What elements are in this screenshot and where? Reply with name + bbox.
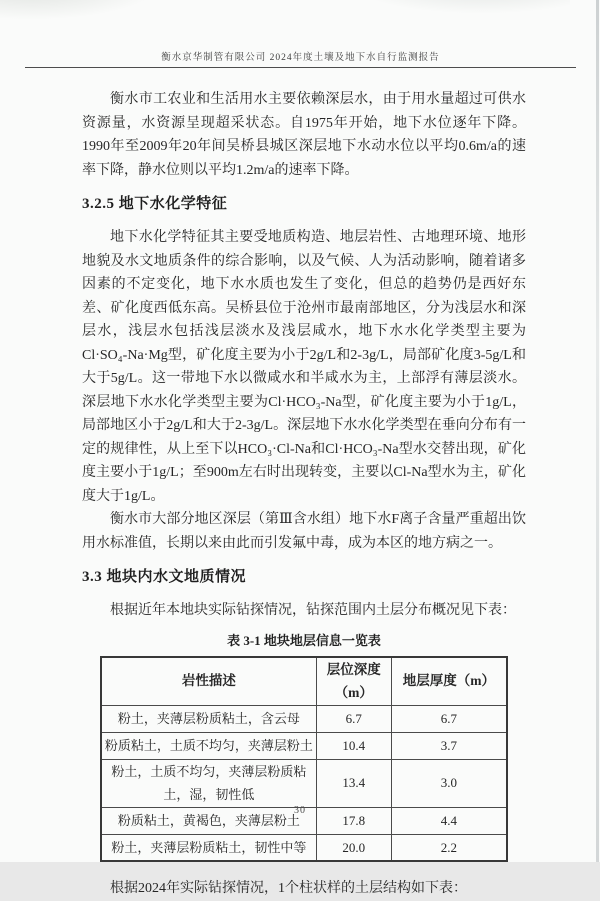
cell-lithology: 粉土，夹薄层粉质粘土，含云母 xyxy=(101,705,316,732)
stratum-info-table xyxy=(100,656,508,863)
table-header-row xyxy=(101,657,507,706)
page-number: 30 xyxy=(294,805,306,816)
cell-depth: 13.4 xyxy=(316,759,391,807)
table-caption: 表 3-1 地块地层信息一览表 xyxy=(227,632,381,648)
cell-depth: 17.8 xyxy=(316,807,391,834)
scan-artifact-top-right xyxy=(350,0,570,14)
cell-lithology: 粉土，土质不均匀，夹薄层粉质粘土，湿，韧性低 xyxy=(101,759,316,807)
cell-thickness: 3.0 xyxy=(391,759,507,807)
cell-depth: 10.4 xyxy=(316,732,391,759)
cell-thickness: 3.7 xyxy=(391,732,507,759)
cell-thickness: 4.4 xyxy=(391,807,507,834)
table-row xyxy=(101,705,507,732)
running-header-title: 衡水京华制管有限公司 2024年度土壤及地下水自行监测报告 xyxy=(161,53,440,63)
scan-artifact-top-left xyxy=(0,0,160,20)
section-heading-3-2-5: 3.2.5 地下水化学特征 xyxy=(82,196,228,212)
running-header xyxy=(25,49,576,68)
column-header-lithology: 岩性描述 xyxy=(101,657,316,706)
page-content xyxy=(82,88,526,901)
table-row xyxy=(101,732,507,759)
table-row xyxy=(101,759,507,807)
table-row xyxy=(101,834,507,861)
cell-depth: 6.7 xyxy=(316,705,391,732)
paragraph-drilling-intro: 根据近年本地块实际钻探情况，钻探范围内土层分布概况见下表： xyxy=(110,603,516,618)
scan-artifact-right-edge xyxy=(596,0,599,862)
paragraph-hydrochemistry: 地下水化学特征其主要受地质构造、地层岩性、古地理环境、地形地貌及水文地质条件的综合影响，以及气候、人为活动影响，随着诸多因素的不定变化，地下水水质也发生了变化，但总的趋势仍是西好东差、矿化度西低东高。吴桥县位于沧州市最南部地区，分为浅层水和深层水，浅层水包括浅层淡水及浅层咸水，地下水水化学类型主要为Cl·SO₄-Na·Mg型，矿化度主要为小于2g/L和2-3g/L，局部矿化度3-5g/L和大于5g/L。这一带地下水以微咸水和半咸水为主，上部浮有薄层淡水。深层地下水水化学类型主要为Cl·HCO₃-Na型，矿化度主要为小于1g/L，局部地区小于2g/L和大于2-3g/L。深层地下水水化学类型在垂向分布有一定的规律性，从上至下以HCO₃·Cl-Na和Cl·HCO₃-Na型水交替出现，矿化度主要小于1g/L；至900m左右时出现转变，主要以Cl-Na型水为主，矿化度大于1g/L。 xyxy=(82,230,526,504)
cell-lithology: 粉土，夹薄层粉质粘土，韧性中等 xyxy=(101,834,316,861)
cell-lithology: 粉质粘土，黄褐色，夹薄层粉土 xyxy=(101,807,316,834)
cell-depth: 20.0 xyxy=(316,834,391,861)
paragraph-water-supply-overview: 衡水市工农业和生活用水主要依赖深层水，由于用水量超过可供水资源量，水资源呈现超采状态。自1975年开始，地下水位逐年下降。1990年至2009年20年间吴桥县城区深层地下水动水位以平均0.6m/a的速率下降，静水位则以平均1.2m/a的速率下降。 xyxy=(82,92,526,178)
section-heading-3-3: 3.3 地块内水文地质情况 xyxy=(82,569,247,585)
column-header-depth: 层位深度（m） xyxy=(316,657,391,706)
cell-thickness: 2.2 xyxy=(391,834,507,861)
column-header-thickness: 地层厚度（m） xyxy=(391,657,507,706)
cell-thickness: 6.7 xyxy=(391,705,507,732)
paragraph-fluoride-exceedance: 衡水市大部分地区深层（第Ⅲ含水组）地下水F离子含量严重超出饮用水标准值，长期以来由此而引发氟中毒，成为本区的地方病之一。 xyxy=(82,512,526,551)
cell-lithology: 粉质粘土，土质不均匀，夹薄层粉土 xyxy=(101,732,316,759)
paragraph-core-sample-intro: 根据2024年实际钻探情况，1个柱状样的土层结构如下表： xyxy=(110,881,467,896)
